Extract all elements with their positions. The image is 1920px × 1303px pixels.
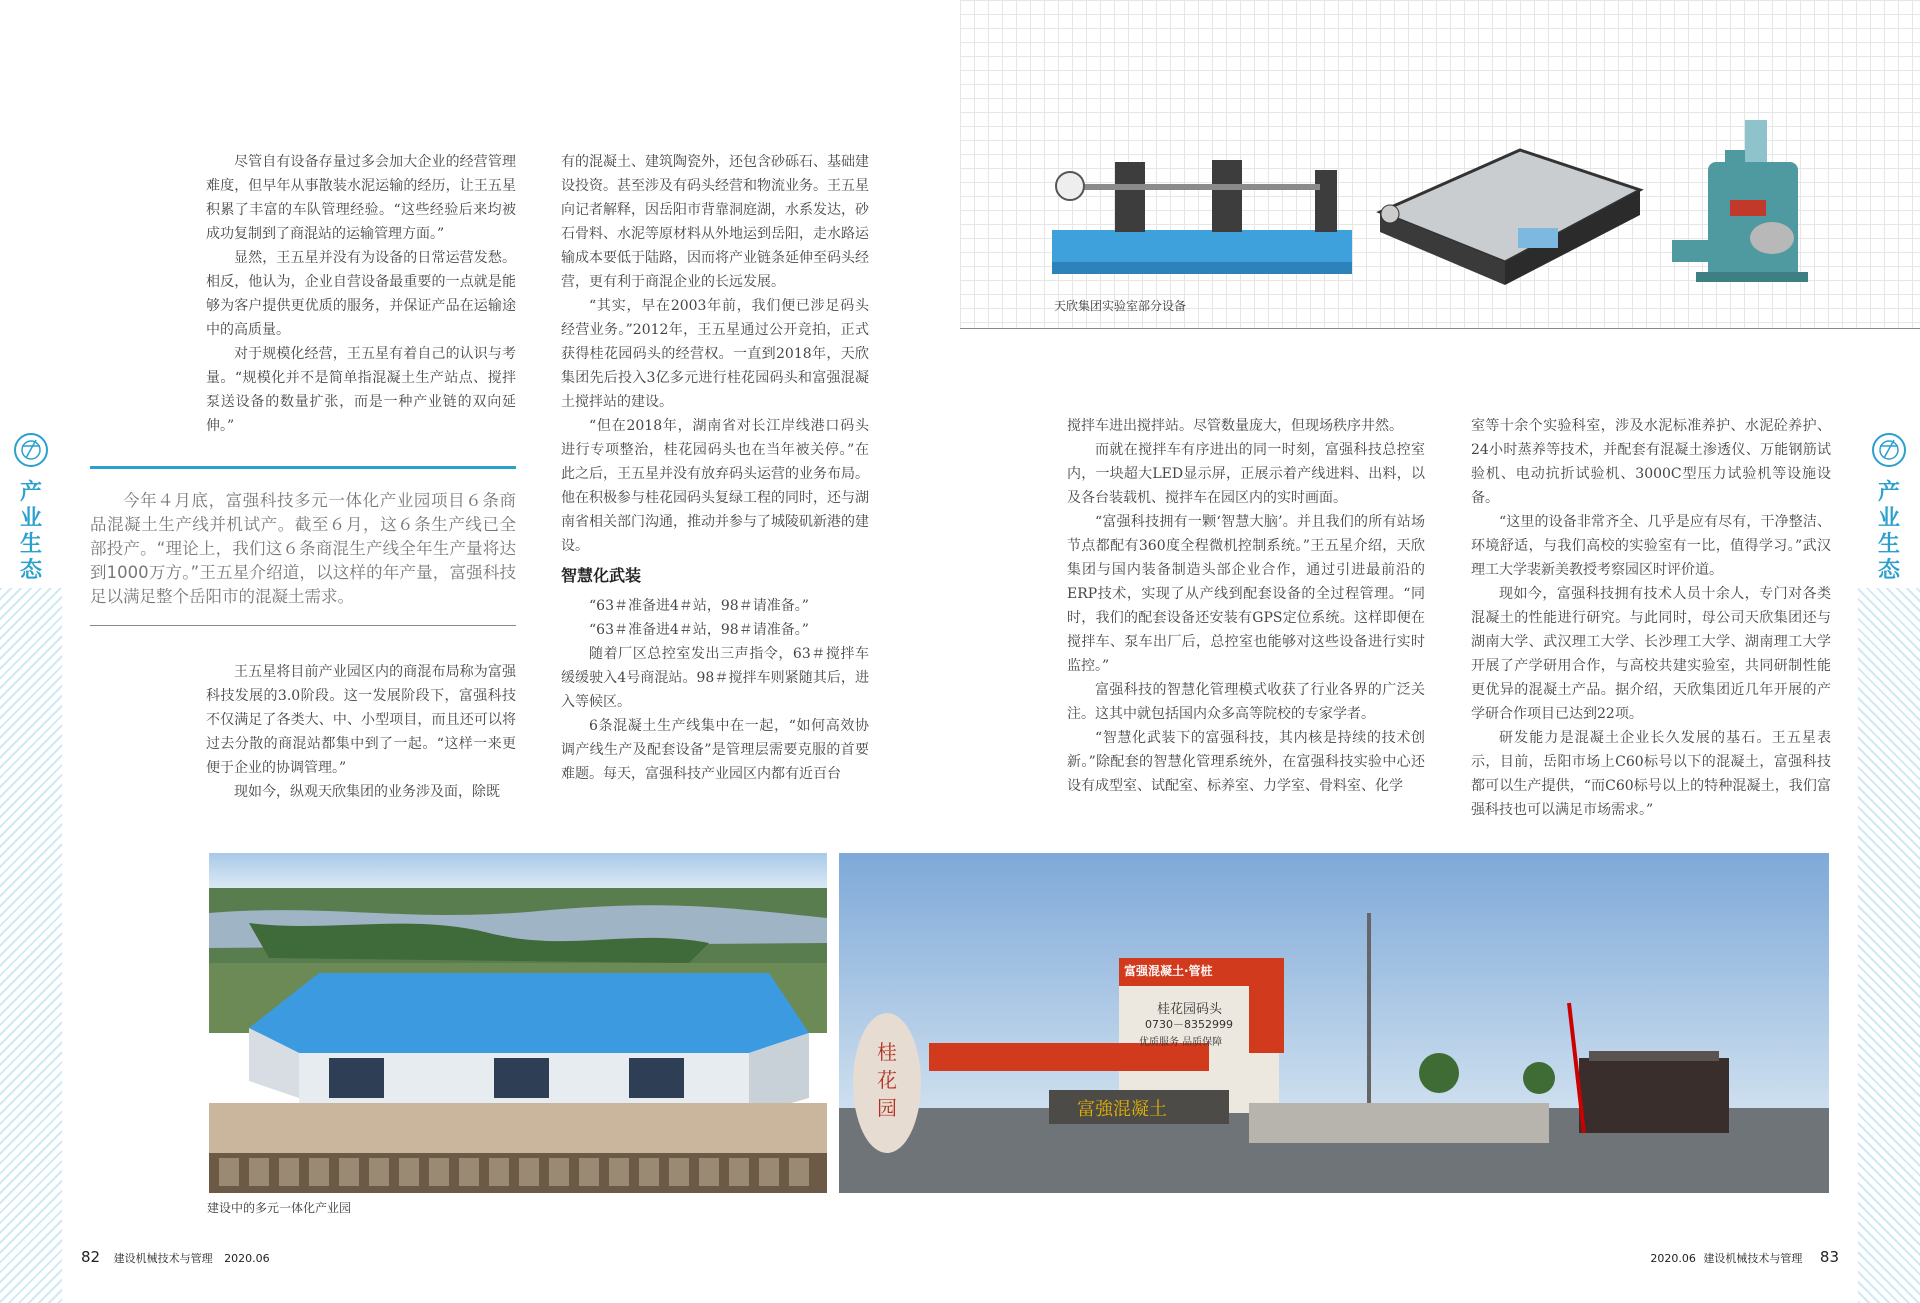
gate-stone-text: 桂花园 — [877, 1040, 897, 1120]
left-column-1 — [206, 150, 516, 438]
gate-sign-slogan: 优质服务 品质保障 — [1139, 1037, 1223, 1048]
paragraph: 研发能力是混凝土企业长久发展的基石。王五星表示，目前，岳阳市场上C60标号以下的混凝土，富强科技都可以生产提供，“而C60标号以上的特种混凝土，我们富强科技也可以满足市场需求。” — [1471, 730, 1831, 818]
right-column-2 — [1471, 414, 1831, 822]
gate-wall-sign: 富強混凝土 — [1077, 1099, 1167, 1120]
paragraph: 富强科技的智慧化管理模式收获了行业各界的广泛关注。这其中就包括国内众多高等院校的专家学者。 — [1067, 682, 1425, 722]
paragraph: 而就在搅拌车有序进出的同一时刻，富强科技总控室内，一块超大LED显示屏，正展示着产线进料、出料，以及各台装载机、搅拌车在园区内的实时画面。 — [1067, 442, 1425, 506]
section-tab-left — [0, 432, 62, 584]
paragraph: “富强科技拥有一颗‘智慧大脑’。并且我们的所有站场节点都配有360度全程微机控制系统。”王五星介绍，天欣集团与国内装备制造头部企业合作，通过引进最前沿的ERP技术，实现了从产线到配套设备的全过程管理。“同时，我们的配套设备还安装有GPS定位系统。这样即便在搅拌车、泵车出厂后，总控室也能够对这些设备进行实时监控。” — [1067, 514, 1425, 674]
page-number: 82 — [81, 1248, 101, 1266]
paragraph: 6条混凝土生产线集中在一起，“如何高效协调产线生产及配套设备”是管理层需要克服的首要难题。每天，富强科技产业园区内都有近百台 — [561, 718, 869, 782]
equipment-figure — [960, 0, 1920, 329]
section-logo-icon — [13, 432, 49, 468]
paragraph: “但在2018年，湖南省对长江岸线港口码头进行专项整治，桂花园码头也在当年被关停。”在此之后，王五星并没有放弃码头运营的业务布局。他在积极参与桂花园码头复绿工程的同时，还与湖南省相关部门沟通，推动并参与了城陵矶新港的建设。 — [561, 418, 869, 554]
divider — [90, 625, 516, 626]
issue-date: 2020.06 — [224, 1252, 270, 1265]
pull-quote-text: 今年４月底，富强科技多元一体化产业园项目６条商品混凝土生产线并机试产。截至６月，这６条生产线已全部投产。“理论上，我们这６条商混生产线全年生产量将达到1000万方。”王五星介绍道，以这样的年产量，富强科技足以满足整个岳阳市的混凝土需求。 — [90, 491, 516, 606]
pull-quote — [90, 466, 516, 626]
paragraph: “63＃准备进4＃站，98＃请准备。” — [589, 622, 809, 638]
paragraph: 尽管自有设备存量过多会加大企业的经营管理难度，但早年从事散装水泥运输的经历，让王五星积累了丰富的车队管理经验。“这些经验后来均被成功复制到了商混站的运输管理方面。” — [206, 154, 516, 242]
footer-left — [81, 1248, 270, 1266]
issue-date: 2020.06 — [1650, 1252, 1696, 1265]
section-logo-icon — [1871, 432, 1907, 468]
paragraph: “智慧化武装下的富强科技，其内核是持续的技术创新。”除配套的智慧化管理系统外，在富强科技实验中心还设有成型室、试配室、标养室、力学室、骨料室、化学 — [1067, 730, 1425, 794]
page-number: 83 — [1819, 1248, 1839, 1266]
left-column-1b — [206, 660, 516, 804]
industrial-park-photo — [209, 853, 827, 1193]
equipment-caption: 天欣集团实验室部分设备 — [1054, 299, 1187, 313]
paragraph: “其实，早在2003年前，我们便已涉足码头经营业务。”2012年，王五星通过公开竞拍，正式获得桂花园码头的经营权。一直到2018年，天欣集团先后投入3亿多元进行桂花园码头和富强混凝土搅拌站的建设。 — [561, 298, 869, 410]
section-label: 产业生态 — [1877, 480, 1900, 583]
paragraph: “这里的设备非常齐全、几乎是应有尽有，干净整洁、环境舒适，与我们高校的实验室有一比，值得学习。”武汉理工大学裴新美教授考察园区时评价道。 — [1471, 514, 1831, 578]
teal-mortar-mixer — [1672, 120, 1808, 282]
silver-test-apparatus — [1380, 150, 1640, 285]
right-margin-stripes — [1858, 588, 1920, 1303]
paragraph: 随着厂区总控室发出三声指令，63＃搅拌车缓缓驶入4号商混站。98＃搅拌车则紧随其后，进入等候区。 — [561, 646, 869, 710]
section-heading: 智慧化武装 — [561, 566, 642, 585]
paragraph: 室等十余个实验科室，涉及水泥标准养护、水泥砼养护、24小时蒸养等技术，并配套有混凝土渗透仪、万能钢筋试验机、电动抗折试验机、3000C型压力试验机等设施设备。 — [1471, 418, 1831, 506]
left-column-2 — [561, 150, 869, 786]
paragraph: “63＃准备进4＃站，98＃请准备。” — [589, 598, 809, 614]
company-gate-photo — [839, 853, 1829, 1193]
gate-sign-top: 富强混凝土·管桩 — [1124, 964, 1213, 978]
magazine-name: 建设机械技术与管理 — [1703, 1252, 1803, 1265]
paragraph: 王五星将目前产业园区内的商混布局称为富强科技发展的3.0阶段。这一发展阶段下，富强科技不仅满足了各类大、中、小型项目，而且还可以将过去分散的商混站都集中到了一起。“这样一来更便于企业的协调管理。” — [206, 664, 516, 776]
gate-sign-wharf: 桂花园码头 — [1157, 1002, 1223, 1017]
right-column-1 — [1067, 414, 1425, 798]
paragraph: 现如今，富强科技拥有技术人员十余人，专门对各类混凝土的性能进行研究。与此同时，母公司天欣集团还与湖南大学、武汉理工大学、长沙理工大学、湖南理工大学开展了产学研用合作，与高校共建实验室，共同研制性能更优异的混凝土产品。据介绍，天欣集团近几年开展的产学研合作项目已达到22项。 — [1471, 586, 1831, 722]
lab-equipment-illustration — [960, 0, 1920, 328]
paragraph: 显然，王五星并没有为设备的日常运营发愁。相反，他认为，企业自营设备最重要的一点就是能够为客户提供更优质的服务，并保证产品在运输途中的高质量。 — [206, 250, 516, 338]
left-margin-stripes — [0, 588, 62, 1303]
paragraph: 搅拌车进出搅拌站。尽管数量庞大，但现场秩序井然。 — [1067, 418, 1403, 434]
gate-sign-phone: 0730－8352999 — [1145, 1018, 1233, 1031]
section-label: 产业生态 — [19, 480, 42, 583]
footer-right — [1650, 1248, 1839, 1266]
blue-shrinkage-apparatus — [1052, 160, 1352, 274]
paragraph: 对于规模化经营，王五星有着自己的认识与考量。“规模化并不是简单指混凝土生产站点、搅拌泵送设备的数量扩张，而是一种产业链的双向延伸。” — [206, 346, 516, 434]
section-tab-right — [1858, 432, 1920, 584]
park-photo-caption: 建设中的多元一体化产业园 — [207, 1201, 352, 1215]
magazine-name: 建设机械技术与管理 — [113, 1252, 213, 1265]
paragraph: 有的混凝土、建筑陶瓷外，还包含砂砾石、基础建设投资。甚至涉及有码头经营和物流业务。王五星向记者解释，因岳阳市背靠洞庭湖，水系发达，砂石骨料、水泥等原材料从外地运到岳阳，走水路运输成本要低于陆路，因而将产业链条延伸至码头经营，更有利于商混企业的长远发展。 — [561, 154, 869, 290]
paragraph: 现如今，纵观天欣集团的业务涉及面，除既 — [234, 784, 500, 800]
